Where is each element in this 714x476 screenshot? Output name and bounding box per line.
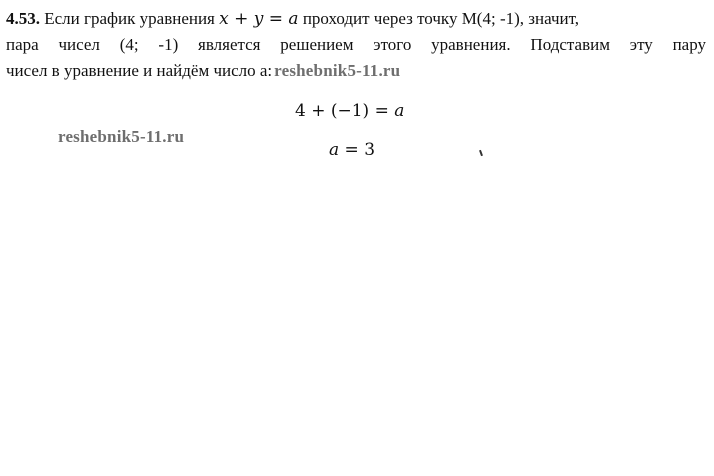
problem-text xyxy=(6,6,706,84)
equation-2-right: = 3 xyxy=(339,140,376,160)
problem-line-3 xyxy=(6,58,706,84)
problem-line-1 xyxy=(6,6,706,32)
equation-2-variable: a xyxy=(329,140,340,160)
watermark-left: reshebnik5-11.ru xyxy=(58,127,185,146)
watermark-inline: reshebnik5-11.ru xyxy=(274,61,401,80)
problem-line-3-text: чисел в уравнение и найдём число a: xyxy=(6,61,273,80)
equation-2 xyxy=(329,139,375,161)
equation-1-variable: a xyxy=(394,101,405,121)
problem-line-1-math: x + y = a xyxy=(219,9,299,29)
problem-line-1-text-a: Если график уравнения xyxy=(40,9,220,28)
stray-mark xyxy=(479,150,483,156)
problem-line-1-text-b: проходит через точку М(4; -1), значит, xyxy=(298,9,579,28)
problem-line-2: пара чисел (4; -1) является решением этого уравнения. Подставим эту пару xyxy=(6,35,706,54)
problem-number: 4.53. xyxy=(6,9,40,28)
equation-1-left: 4 + (−1) = xyxy=(295,101,395,121)
equation-1 xyxy=(295,100,404,122)
